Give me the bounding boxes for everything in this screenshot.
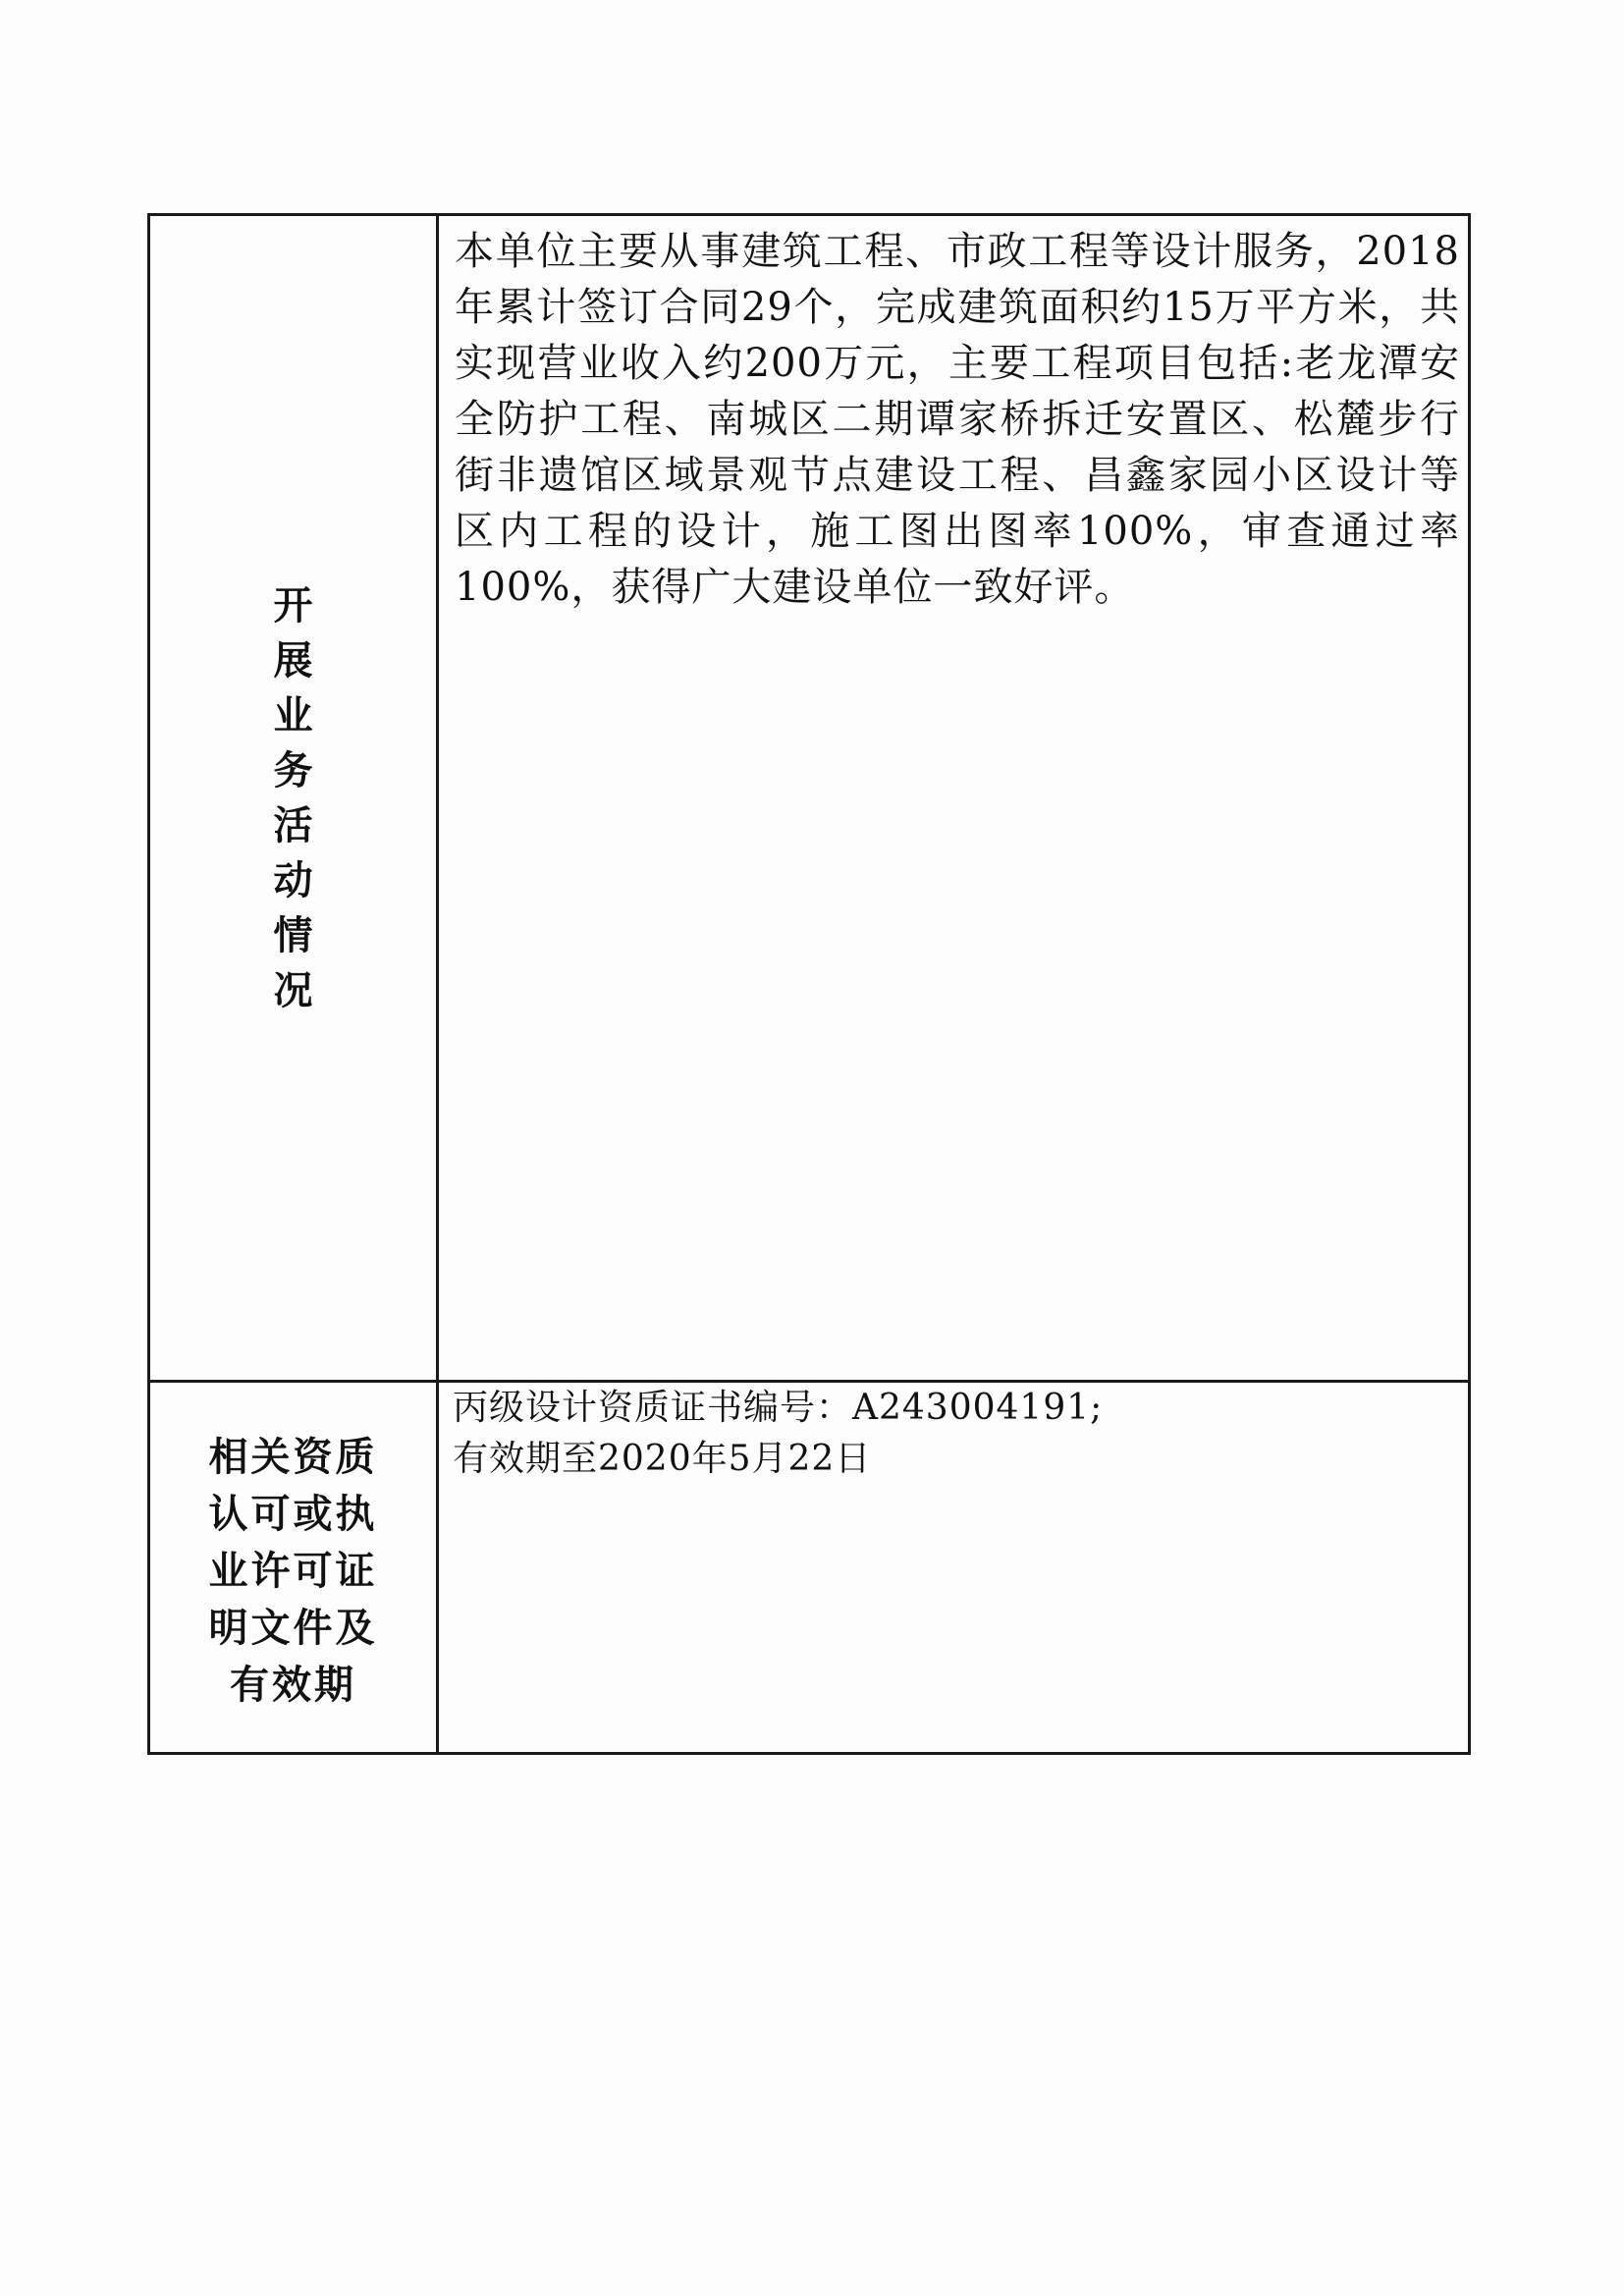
- business-activity-content-cell: [439, 216, 1468, 1380]
- qualification-text: [453, 1383, 1103, 1485]
- business-activity-label-cell: [150, 216, 439, 1380]
- business-activity-row: [150, 216, 1468, 1383]
- qualification-label: 相关资质认可或执业许可证明文件及有效期: [208, 1434, 378, 1708]
- info-table: [147, 213, 1471, 1755]
- business-activity-label: 开展业务活动情况: [273, 581, 313, 1013]
- qualification-row: [150, 1383, 1468, 1752]
- qualification-content-cell: [439, 1383, 1468, 1752]
- validity-date: 有效期至2020年5月22日: [453, 1439, 872, 1479]
- business-activity-text: 本单位主要从事建筑工程、市政工程等设计服务，2018年累计签订合同29个，完成建筑面积约15万平方米，共实现营业收入约200万元，主要工程项目包括:老龙潭安全防护工程、南城区二期谭家桥拆迁安置区、松麓步行街非遗馆区域景观节点建设工程、昌鑫家园小区设计等区内工程的设计，施工图出图率100%，审查通过率100%，获得广大建设单位一致好评。: [455, 229, 1460, 610]
- certificate-number: 丙级设计资质证书编号：A243004191;: [453, 1388, 1104, 1428]
- qualification-label-cell: [150, 1383, 439, 1752]
